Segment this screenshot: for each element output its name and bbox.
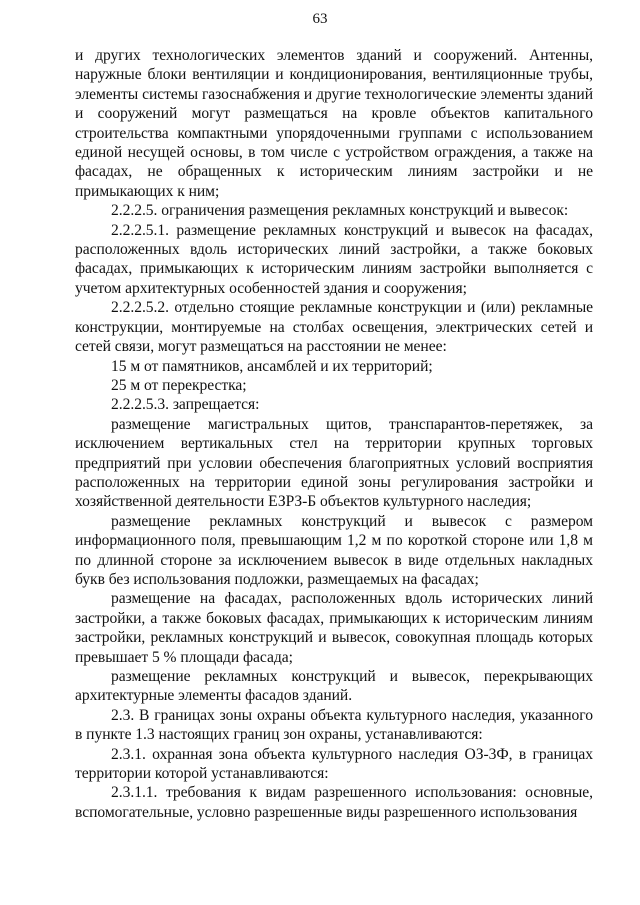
paragraph: 2.2.2.5. ограничения размещения рекламных конструкций и вывесок: <box>111 202 569 220</box>
paragraph: 2.3.1. охранная зона объекта культурного наследия ОЗ-3Ф, в границах территории которой устанавливаются: <box>75 745 593 783</box>
paragraph: 15 м от памятников, ансамблей и их территорий; <box>111 357 433 375</box>
page-number: 63 <box>312 11 328 27</box>
paragraph: размещение рекламных конструкций и вывесок, перекрывающих архитектурные элементы фасадов зданий. <box>75 668 593 705</box>
paragraph: 2.2.2.5.2. отдельно стоящие рекламные конструкции и (или) рекламные конструкции, монтируемые на столбах освещения, электрических сетей и сетей связи, могут размещаться на расстоянии не менее: <box>75 299 593 356</box>
paragraph: и других технологических элементов зданий и сооружений. Антенны, наружные блоки вентиляции и кондиционирования, вентиляционные трубы, элементы системы газоснабжения и другие технологические элементы зданий и сооружений могут размещаться на кровле объектов капитального строительства компактными упорядоченными группами с использованием единой несущей основы, в том числе с устройством ограждения, а также на фасадах, не обращенных к историческим линиям застройки и не примыкающих к ним; <box>75 47 593 200</box>
paragraph: 25 м от перекрестка; <box>111 376 247 394</box>
paragraph: размещение на фасадах, расположенных вдоль исторических линий застройки, а также боковых фасадах, примыкающих к историческим линиям застройки, рекламных конструкций и вывесок, совокупная площадь которых превышает 5 % площади фасада; <box>75 590 593 666</box>
paragraph: 2.2.2.5.3. запрещается: <box>111 396 260 414</box>
paragraph: 2.3. В границах зоны охраны объекта культурного наследия, указанного в пункте 1.3 настоящих границ зон охраны, устанавливаются: <box>75 706 593 744</box>
paragraph: размещение рекламных конструкций и вывесок с размером информационного поля, превышающим 1,2 м по короткой стороне или 1,8 м по длинной стороне за исключением вывесок в виде отдельных накладных букв без использования подложки, размещаемых на фасадах; <box>75 512 593 588</box>
paragraph: 2.2.2.5.1. размещение рекламных конструкций и вывесок на фасадах, расположенных вдоль исторических линий застройки, а также боковых фасадах, примыкающих к историческим линиям застройки выполняется с учетом архитектурных особенностей здания и сооружения; <box>75 221 593 297</box>
paragraph: 2.3.1.1. требования к видам разрешенного использования: основные, вспомогательные, условно разрешенные виды разрешенного использования <box>75 784 593 821</box>
paragraph: размещение магистральных щитов, транспарантов-перетяжек, за исключением вертикальных стел на территории крупных торговых предприятий при условии обеспечения благоприятных условий восприятия расположенных на территории единой зоны регулирования застройки и хозяйственной деятельности ЕЗРЗ-Б объектов культурного наследия; <box>75 415 593 511</box>
document-body <box>75 46 593 822</box>
